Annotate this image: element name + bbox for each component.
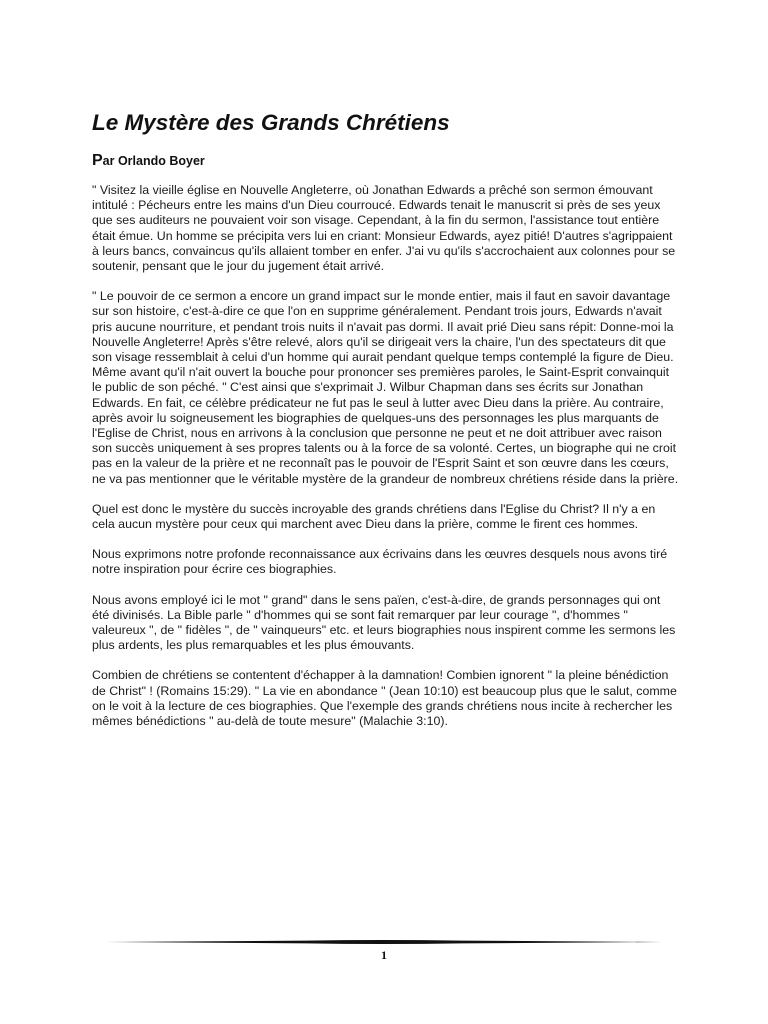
- page-number: 1: [381, 948, 387, 962]
- paragraph-2: " Le pouvoir de ce sermon a encore un grand impact sur le monde entier, mais il faut en savoir davantage sur son histoire, c'est-à-dire ce que l'on en supprime généralement. Pendant trois jours, Edwards n'avait pris aucune nourriture, et pendant trois nuits il n'avait pas dormi. Il avait prié Dieu sans répit: Donne-moi la Nouvelle Angleterre! Après s'être relevé, alors qu'il se dirigeait vers la chaire, l'un des spectateurs dit que son visage ressemblait à celui d'un homme qui aurait pendant quelque temps contemplé la figure de Dieu. Même avant qu'il n'ait ouvert la bouche pour prononcer ses premières paroles, le Saint-Esprit convainquit le public de son péché. " C'est ainsi que s'exprimait J. Wilbur Chapman dans ses écrits sur Jonathan Edwards. En fait, ce célèbre prédicateur ne fut pas le seul à lutter avec Dieu dans la prière. Au contraire, après avoir lu soigneusement les biographies de quelques-uns des personnages les plus marquants de l'Eglise de Christ, nous en arrivons à la conclusion que personne ne peut et ne doit attribuer avec raison son succès uniquement à ses propres talents ou à la force de sa volonté. Certes, un biographe qui ne croit pas en la valeur de la prière et ne reconnaît pas le pouvoir de l'Esprit Saint et son œuvre dans les cœurs, ne va pas mentionner que le véritable mystère de la grandeur de nombreux chrétiens réside dans la prière.: [92, 289, 679, 486]
- paragraph-1: " Visitez la vieille église en Nouvelle Angleterre, où Jonathan Edwards a prêché son sermon émouvant intitulé : Pécheurs entre les mains d'un Dieu courroucé. Edwards tenait le manuscrit si près de ses yeux que ses auditeurs ne pouvaient voir son visage. Cependant, à la fin du sermon, l'assistance tout entière était émue. Un homme se précipita vers lui en criant: Monsieur Edwards, ayez pitié! D'autres s'agrippaient à leurs bancs, convaincus qu'ils allaient tomber en enfer. J'ai vu qu'ils s'accrochaient aux colonnes pour se soutenir, pensant que le jour du jugement était arrivé.: [92, 183, 676, 274]
- paragraph-5: Nous avons employé ici le mot " grand" dans le sens païen, c'est-à-dire, de grands personnages qui ont été divinisés. La Bible parle " d'hommes qui se sont fait remarquer par leur courage ", d'hommes " valeureux ", de " fidèles ", de " vainqueurs" etc. et leurs biographies nous inspirent comme les sermons les plus ardents, les plus remarquables et les plus émouvants.: [92, 592, 676, 653]
- paragraph-6: Combien de chrétiens se contentent d'échapper à la damnation! Combien ignorent " la pleine bénédiction de Christ" ! (Romains 15:29). " La vie en abondance " (Jean 10:10) est beaucoup plus que le salut, comme on le voit à la lecture de ces biographies. Que l'exemple des grands chrétiens nous incite à rechercher les mêmes bénédictions " au-delà de toute mesure" (Malachie 3:10).: [92, 668, 677, 729]
- document-title: Le Mystère des Grands Chrétiens: [92, 110, 450, 135]
- byline-initial: P: [92, 152, 103, 169]
- footer-divider: [106, 939, 662, 945]
- document-page: [92, 108, 680, 744]
- paragraph-4: Nous exprimons notre profonde reconnaissance aux écrivains dans les œuvres desquels nous avons tiré notre inspiration pour écrire ces biographies.: [92, 547, 668, 577]
- author-byline: [92, 152, 680, 170]
- paragraph-3: Quel est donc le mystère du succès incroyable des grands chrétiens dans l'Eglise du Christ? Il n'y a en cela aucun mystère pour ceux qui marchent avec Dieu dans la prière, comme le firent ces hommes.: [92, 501, 656, 532]
- byline-text: ar Orlando Boyer: [102, 154, 205, 168]
